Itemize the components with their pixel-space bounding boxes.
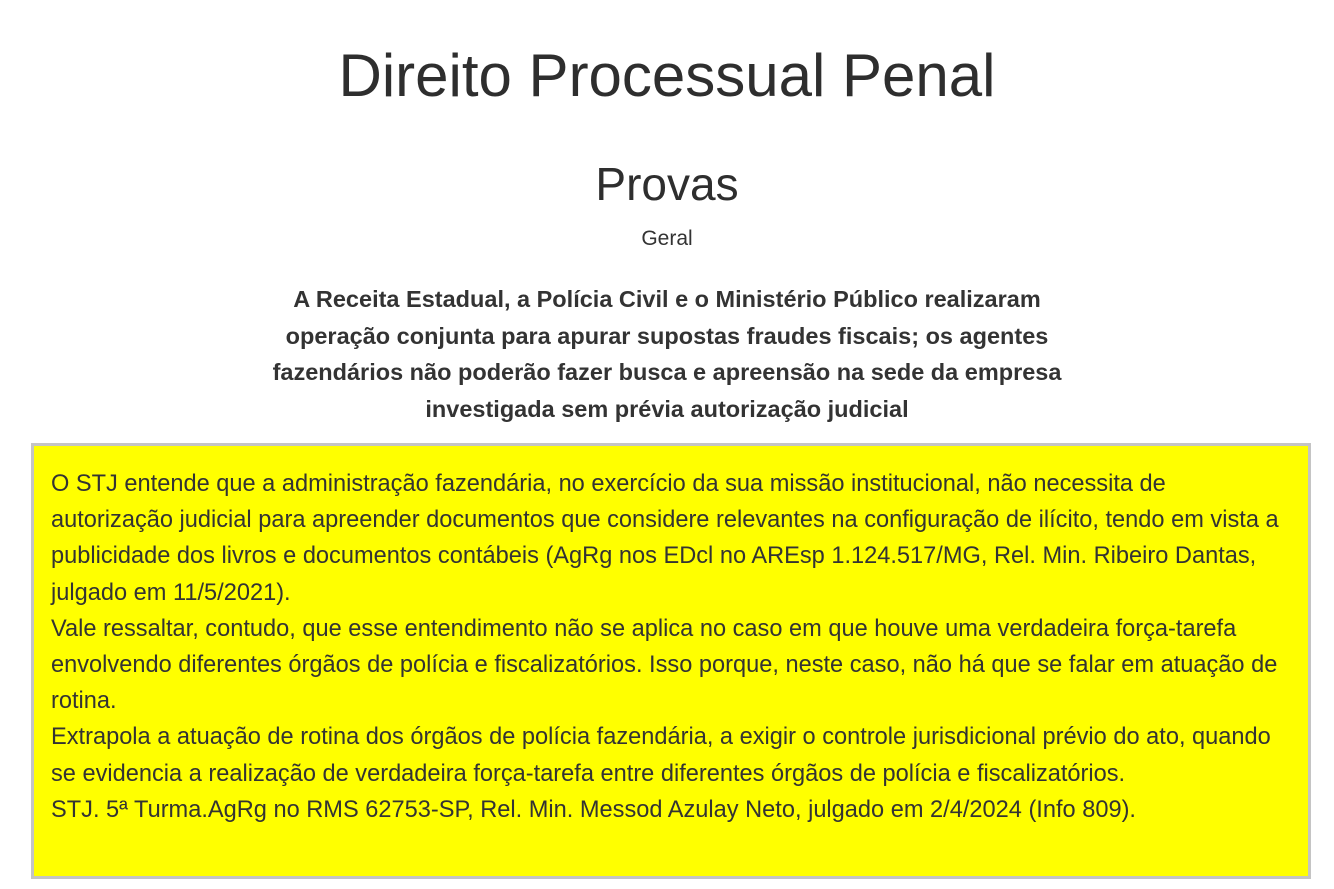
section-title: Provas: [595, 158, 739, 210]
citation: STJ. 5ª Turma.AgRg no RMS 62753-SP, Rel. Min. Messod Azulay Neto, julgado em 2/4/2024 (Info 809).: [51, 796, 1136, 823]
paragraph-1: O STJ entende que a administração fazendária, no exercício da sua missão institucional, não necessita de autorização judicial para apreender documentos que considere relevantes na configuração de ilícito, tendo em vista a publicidade dos livros e documentos contábeis (AgRg nos EDcl no AREsp 1.124.517/MG, Rel. Min. Ribeiro Dantas, julgado em 11/5/2021).: [51, 471, 1279, 606]
highlight-box: [31, 443, 1311, 879]
paragraph-2: Vale ressaltar, contudo, que esse entendimento não se aplica no caso em que houve uma verdadeira força-tarefa envolvendo diferentes órgãos de polícia e fiscalizatórios. Isso porque, neste caso, não há que se falar em atuação de rotina.: [51, 615, 1278, 715]
page-title: Direito Processual Penal: [338, 42, 996, 109]
category-label: Geral: [641, 227, 693, 250]
paragraph-3: Extrapola a atuação de rotina dos órgãos de polícia fazendária, a exigir o controle jurisdicional prévio do ato, quando se evidencia a realização de verdadeira força-tarefa entre diferentes órgãos de polícia e fiscalizatórios.: [51, 724, 1271, 787]
headline: A Receita Estadual, a Polícia Civil e o Ministério Público realizaram operação conjunta para apurar supostas fraudes fiscais; os agentes fazendários não poderão fazer busca e apreensão na sede da empresa investigada sem prévia autorização judicial: [272, 286, 1062, 422]
